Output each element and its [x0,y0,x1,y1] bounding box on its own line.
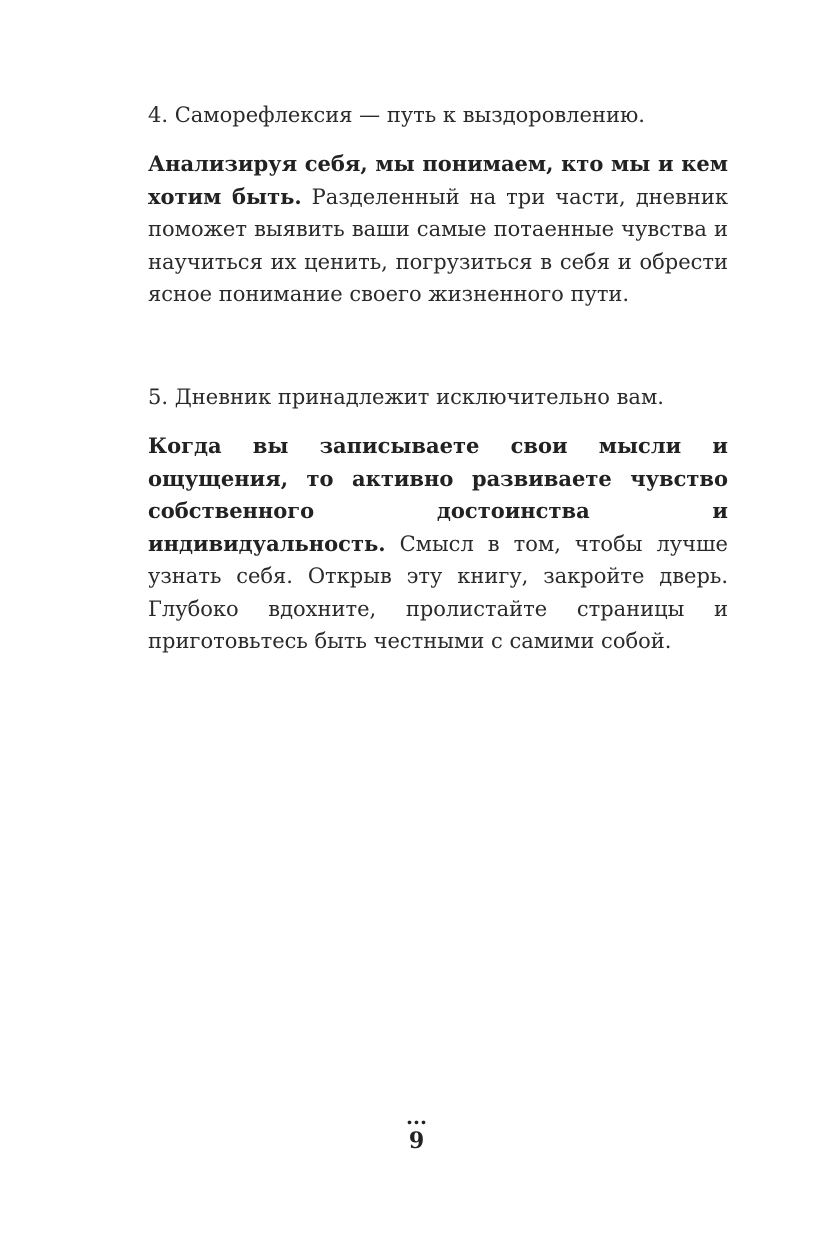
section-4 [148,98,728,311]
section-heading: 4. Саморефлексия — путь к выздоровлению. [148,103,645,127]
footer-ornament: ... [406,1105,427,1129]
paragraph-lead: Анализируя себя, мы понимаем, кто мы и кем хотим быть. [148,151,728,209]
section-paragraph [148,148,728,311]
paragraph-body: Смысл в том, чтобы лучше узнать себя. Открыв эту книгу, закройте дверь. Глубоко вдохните, пролистайте страницы и приготовьтесь быть честными с самими собой. [148,531,728,653]
section-5 [148,380,728,658]
section-paragraph [148,430,728,658]
paragraph-lead: Когда вы записываете свои мысли и ощущения, то активно развиваете чувство собственного достоинства и индивидуальность. [148,433,728,556]
paragraph-body: Разделенный на три части, дневник поможет выявить ваши самые потаенные чувства и научиться их ценить, погрузиться в себя и обрести ясное понимание своего жизненного пути. [148,184,728,306]
section-heading: 5. Дневник принадлежит исключительно вам. [148,385,664,409]
page-number: 9 [408,1128,425,1154]
page-footer [0,1105,833,1156]
